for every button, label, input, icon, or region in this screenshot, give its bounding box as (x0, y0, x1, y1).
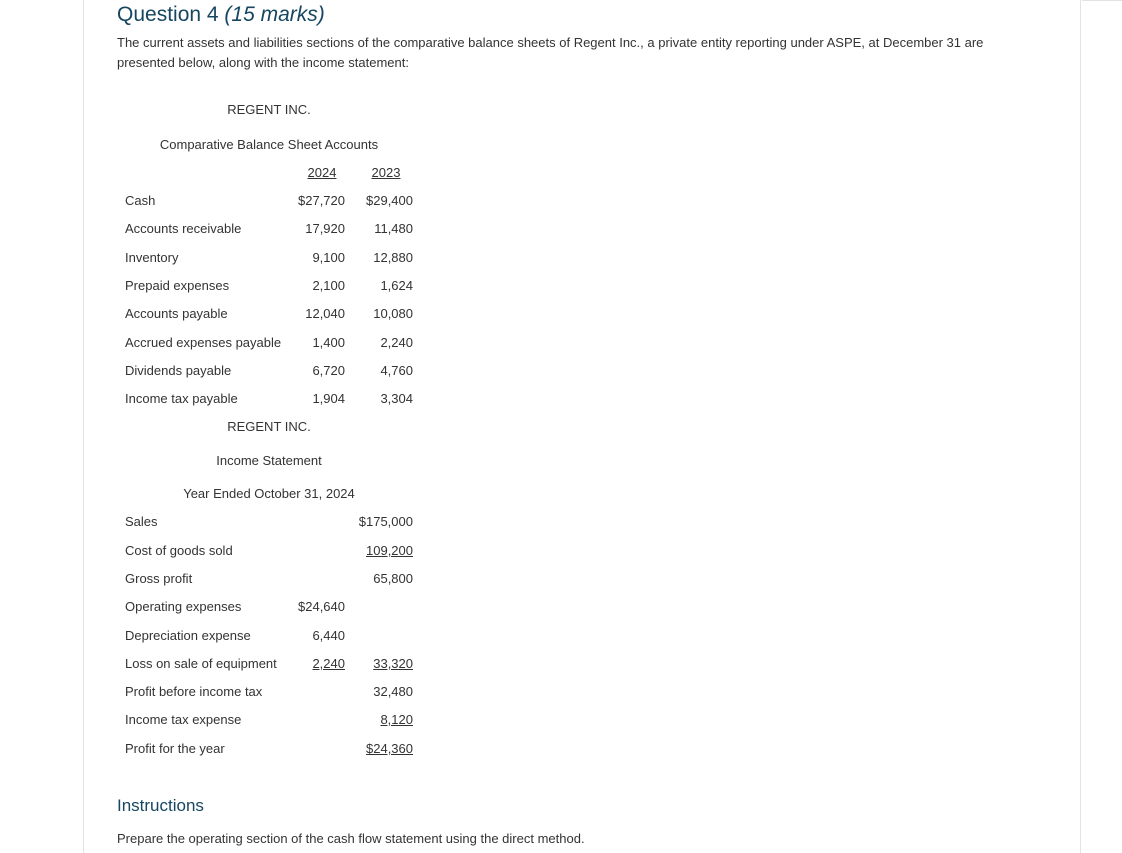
balance-row-2024: 2,100 (312, 278, 345, 293)
income-row-label: Cost of goods sold (125, 543, 233, 558)
balance-row-2024: 12,040 (305, 306, 345, 321)
balance-row-label: Dividends payable (125, 363, 232, 378)
balance-row-2024: 9,100 (312, 250, 345, 265)
question-title (117, 3, 325, 27)
question-intro: The current assets and liabilities sections of the comparative balance sheets of Regent Inc., a private entity reporting under ASPE, at December 31 are presented below, along with the income statement: (117, 35, 984, 70)
question-marks: (15 marks) (224, 3, 325, 26)
balance-row-2023: 2,240 (380, 335, 413, 350)
income-row-detail: 6,440 (312, 628, 345, 643)
balance-row-2024: 17,920 (305, 221, 345, 236)
balance-sheet-company: REGENT INC. (227, 102, 311, 117)
income-row-detail: $24,640 (298, 599, 345, 614)
income-statement-company: REGENT INC. (227, 419, 311, 434)
income-row-label: Sales (125, 514, 158, 529)
income-row-total: 65,800 (373, 571, 413, 586)
balance-row-label: Accounts payable (125, 306, 228, 321)
balance-row-2024: 6,720 (312, 363, 345, 378)
balance-row-2023: 11,480 (374, 221, 413, 236)
income-row-label: Income tax expense (125, 712, 242, 727)
balance-sheet-header-2023: 2023 (371, 165, 401, 180)
income-row-label: Profit for the year (125, 741, 225, 756)
balance-row-2023: 12,880 (373, 250, 413, 265)
income-statement-title: Income Statement (216, 453, 322, 468)
balance-row-2023: $29,400 (366, 193, 413, 208)
balance-sheet-header-2024: 2024 (307, 165, 337, 180)
income-statement-period: Year Ended October 31, 2024 (183, 486, 355, 501)
balance-row-label: Accrued expenses payable (125, 335, 282, 350)
balance-row-2024: 1,904 (312, 391, 345, 406)
balance-row-label: Cash (125, 193, 156, 208)
balance-row-label: Inventory (125, 250, 179, 265)
income-row-total: 8,120 (380, 712, 413, 727)
instructions-heading: Instructions (117, 796, 204, 815)
balance-row-2023: 3,304 (380, 391, 413, 406)
balance-row-label: Income tax payable (125, 391, 238, 406)
balance-row-2023: 1,624 (380, 278, 413, 293)
balance-row-label: Accounts receivable (125, 221, 242, 236)
income-row-label: Operating expenses (125, 599, 242, 614)
income-row-total: 33,320 (373, 656, 413, 671)
income-row-total: 32,480 (373, 684, 413, 699)
balance-row-label: Prepaid expenses (125, 278, 230, 293)
top-divider (1082, 0, 1122, 1)
balance-row-2024: 1,400 (312, 335, 345, 350)
balance-sheet-title: Comparative Balance Sheet Accounts (159, 137, 379, 152)
income-row-label: Profit before income tax (125, 684, 263, 699)
balance-row-2023: 10,080 (373, 306, 413, 321)
instructions-text: Prepare the operating section of the cash flow statement using the direct method. (117, 831, 585, 846)
income-row-label: Loss on sale of equipment (125, 656, 277, 671)
question-number: Question 4 (117, 3, 219, 26)
balance-row-2024: $27,720 (298, 193, 345, 208)
income-row-label: Gross profit (125, 571, 193, 586)
balance-row-2023: 4,760 (380, 363, 413, 378)
income-row-total: $24,360 (366, 741, 413, 756)
income-row-detail: 2,240 (312, 656, 345, 671)
income-row-label: Depreciation expense (125, 628, 251, 643)
income-row-total: $175,000 (358, 514, 413, 529)
income-row-total: 109,200 (366, 543, 413, 558)
